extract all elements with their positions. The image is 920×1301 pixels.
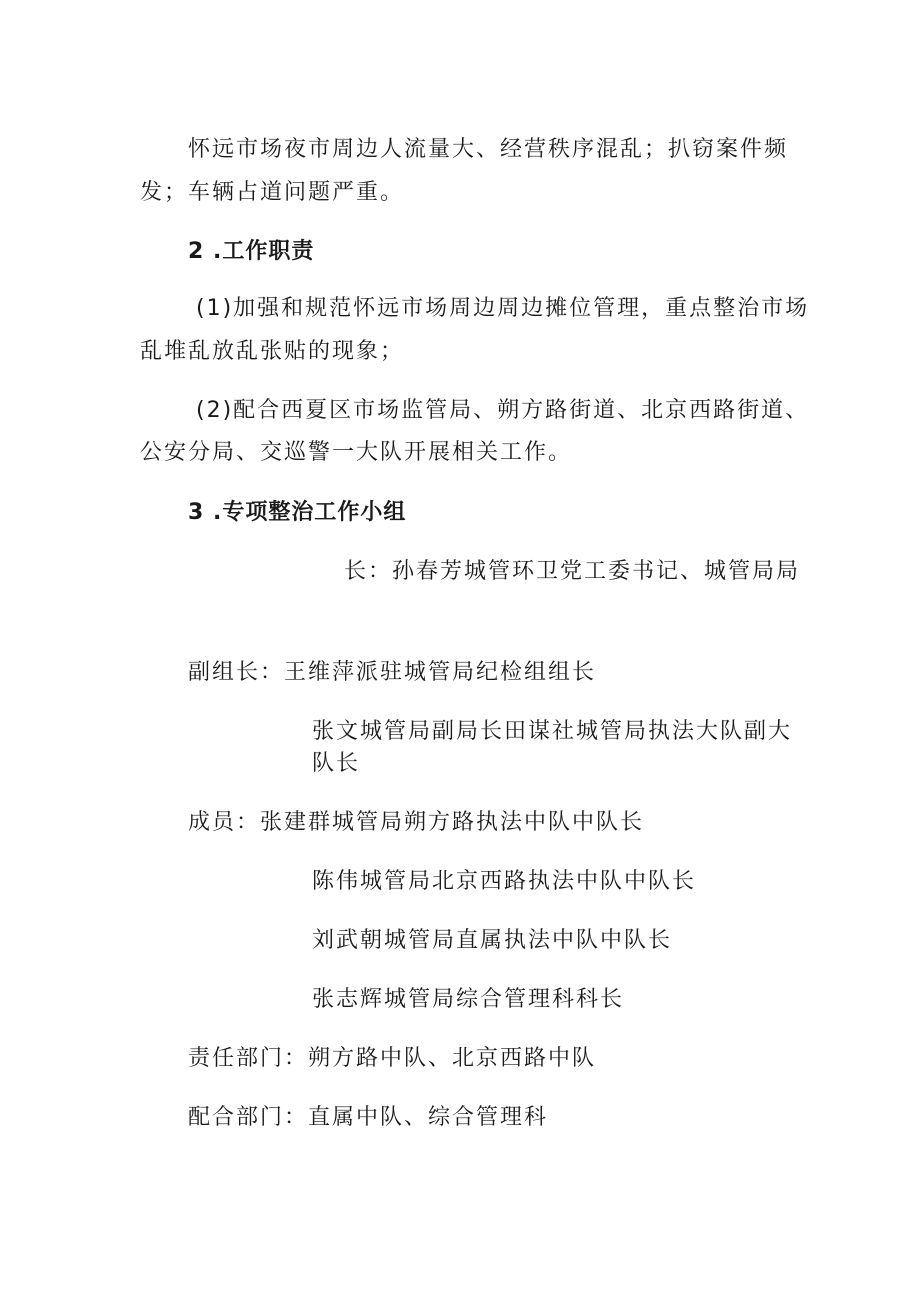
deputy-others-line-2: 队长 — [312, 751, 361, 776]
group-leader: 长：孙春芳城管环卫党工委书记、城管局局 — [344, 559, 801, 584]
cooperating-departments: 配合部门：直属中队、综合管理科 — [188, 1105, 549, 1130]
member-first: 成员：张建群城管局朔方路执法中队中队长 — [188, 810, 645, 835]
section-2-heading: 2 .工作职责 — [188, 239, 315, 264]
deputy-leader: 副组长：王维萍派驻城管局纪检组组长 — [188, 660, 597, 685]
deputy-others-line-1: 张文城管局副局长田谋社城管局执法大队副大 — [312, 719, 793, 744]
intro-line-1: 怀远市场夜市周边人流量大、经营秩序混乱；扒窃案件频 — [188, 137, 789, 162]
member-3: 刘武朝城管局直属执法中队中队长 — [312, 928, 673, 953]
duty-2-line-1: (2)配合西夏区市场监管局、朔方路街道、北京西路街道、 — [196, 398, 810, 423]
responsible-departments: 责任部门：朔方路中队、北京西路中队 — [188, 1046, 597, 1071]
member-2: 陈伟城管局北京西路执法中队中队长 — [312, 869, 697, 894]
intro-line-2: 发；车辆占道问题严重。 — [140, 180, 405, 205]
member-4: 张志辉城管局综合管理科科长 — [312, 987, 625, 1012]
section-3-heading: 3 .专项整治工作小组 — [188, 500, 407, 525]
duty-1-line-1: (1)加强和规范怀远市场周边周边摊位管理，重点整治市场 — [196, 296, 810, 321]
duty-1-line-2: 乱堆乱放乱张贴的现象； — [140, 339, 405, 364]
duty-2-line-2: 公安分局、交巡警一大队开展相关工作。 — [140, 440, 573, 465]
